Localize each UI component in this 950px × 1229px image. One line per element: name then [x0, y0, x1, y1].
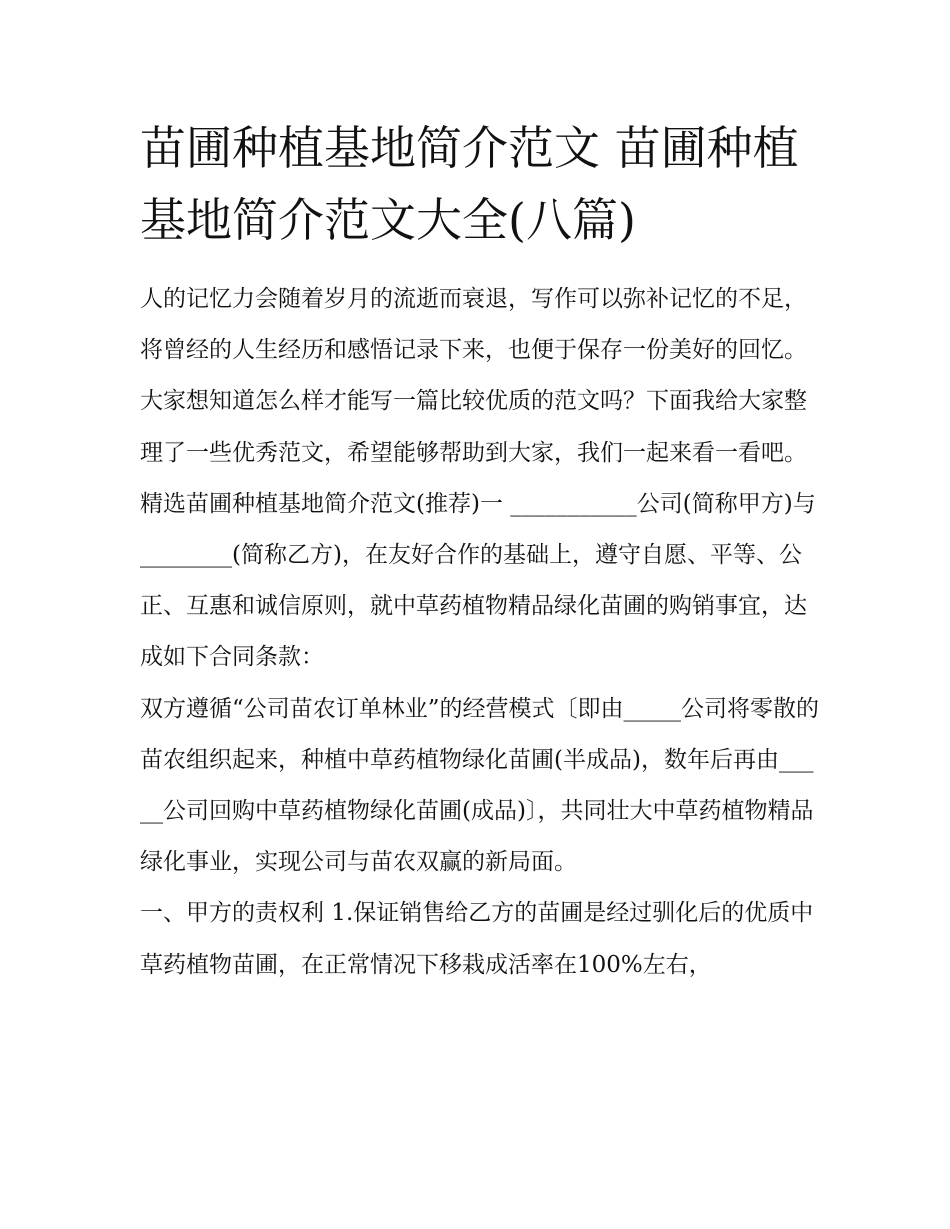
paragraph-parties: ________(简称乙方)，在友好合作的基础上，遵守自愿、平等、公正、互惠和诚信原则，就中草药植物精品绿化苗圃的购销事宜，达成如下合同条款：	[140, 542, 807, 671]
paragraph-party-a-duties: 一、甲方的责权利 1.保证销售给乙方的苗圃是经过驯化后的优质中草药植物苗圃，在正常情况下移栽成活率在100%左右，	[140, 900, 814, 978]
paragraph-contract-header: 精选苗圃种植基地简介范文(推荐)一 ___________公司(简称甲方)与	[140, 490, 816, 517]
document-title: 苗圃种植基地简介范文 苗圃种植基地简介范文大全(八篇)	[140, 121, 799, 247]
paragraph-model: 双方遵循“公司苗农订单林业”的经营模式〔即由_____公司将零散的苗农组织起来，种植中草药植物绿化苗圃(半成品)，数年后再由_____公司回购中草药植物绿化苗圃(成品)〕，共同壮大中草药植物精品绿化事业，实现公司与苗农双赢的新局面。	[140, 695, 820, 876]
paragraph-intro: 人的记忆力会随着岁月的流逝而衰退，写作可以弥补记忆的不足，将曾经的人生经历和感悟记录下来，也便于保存一份美好的回忆。大家想知道怎么样才能写一篇比较优质的范文吗？下面我给大家整理了一些优秀范文，希望能够帮助到大家，我们一起来看一看吧。	[140, 286, 807, 466]
document-body	[140, 274, 820, 991]
